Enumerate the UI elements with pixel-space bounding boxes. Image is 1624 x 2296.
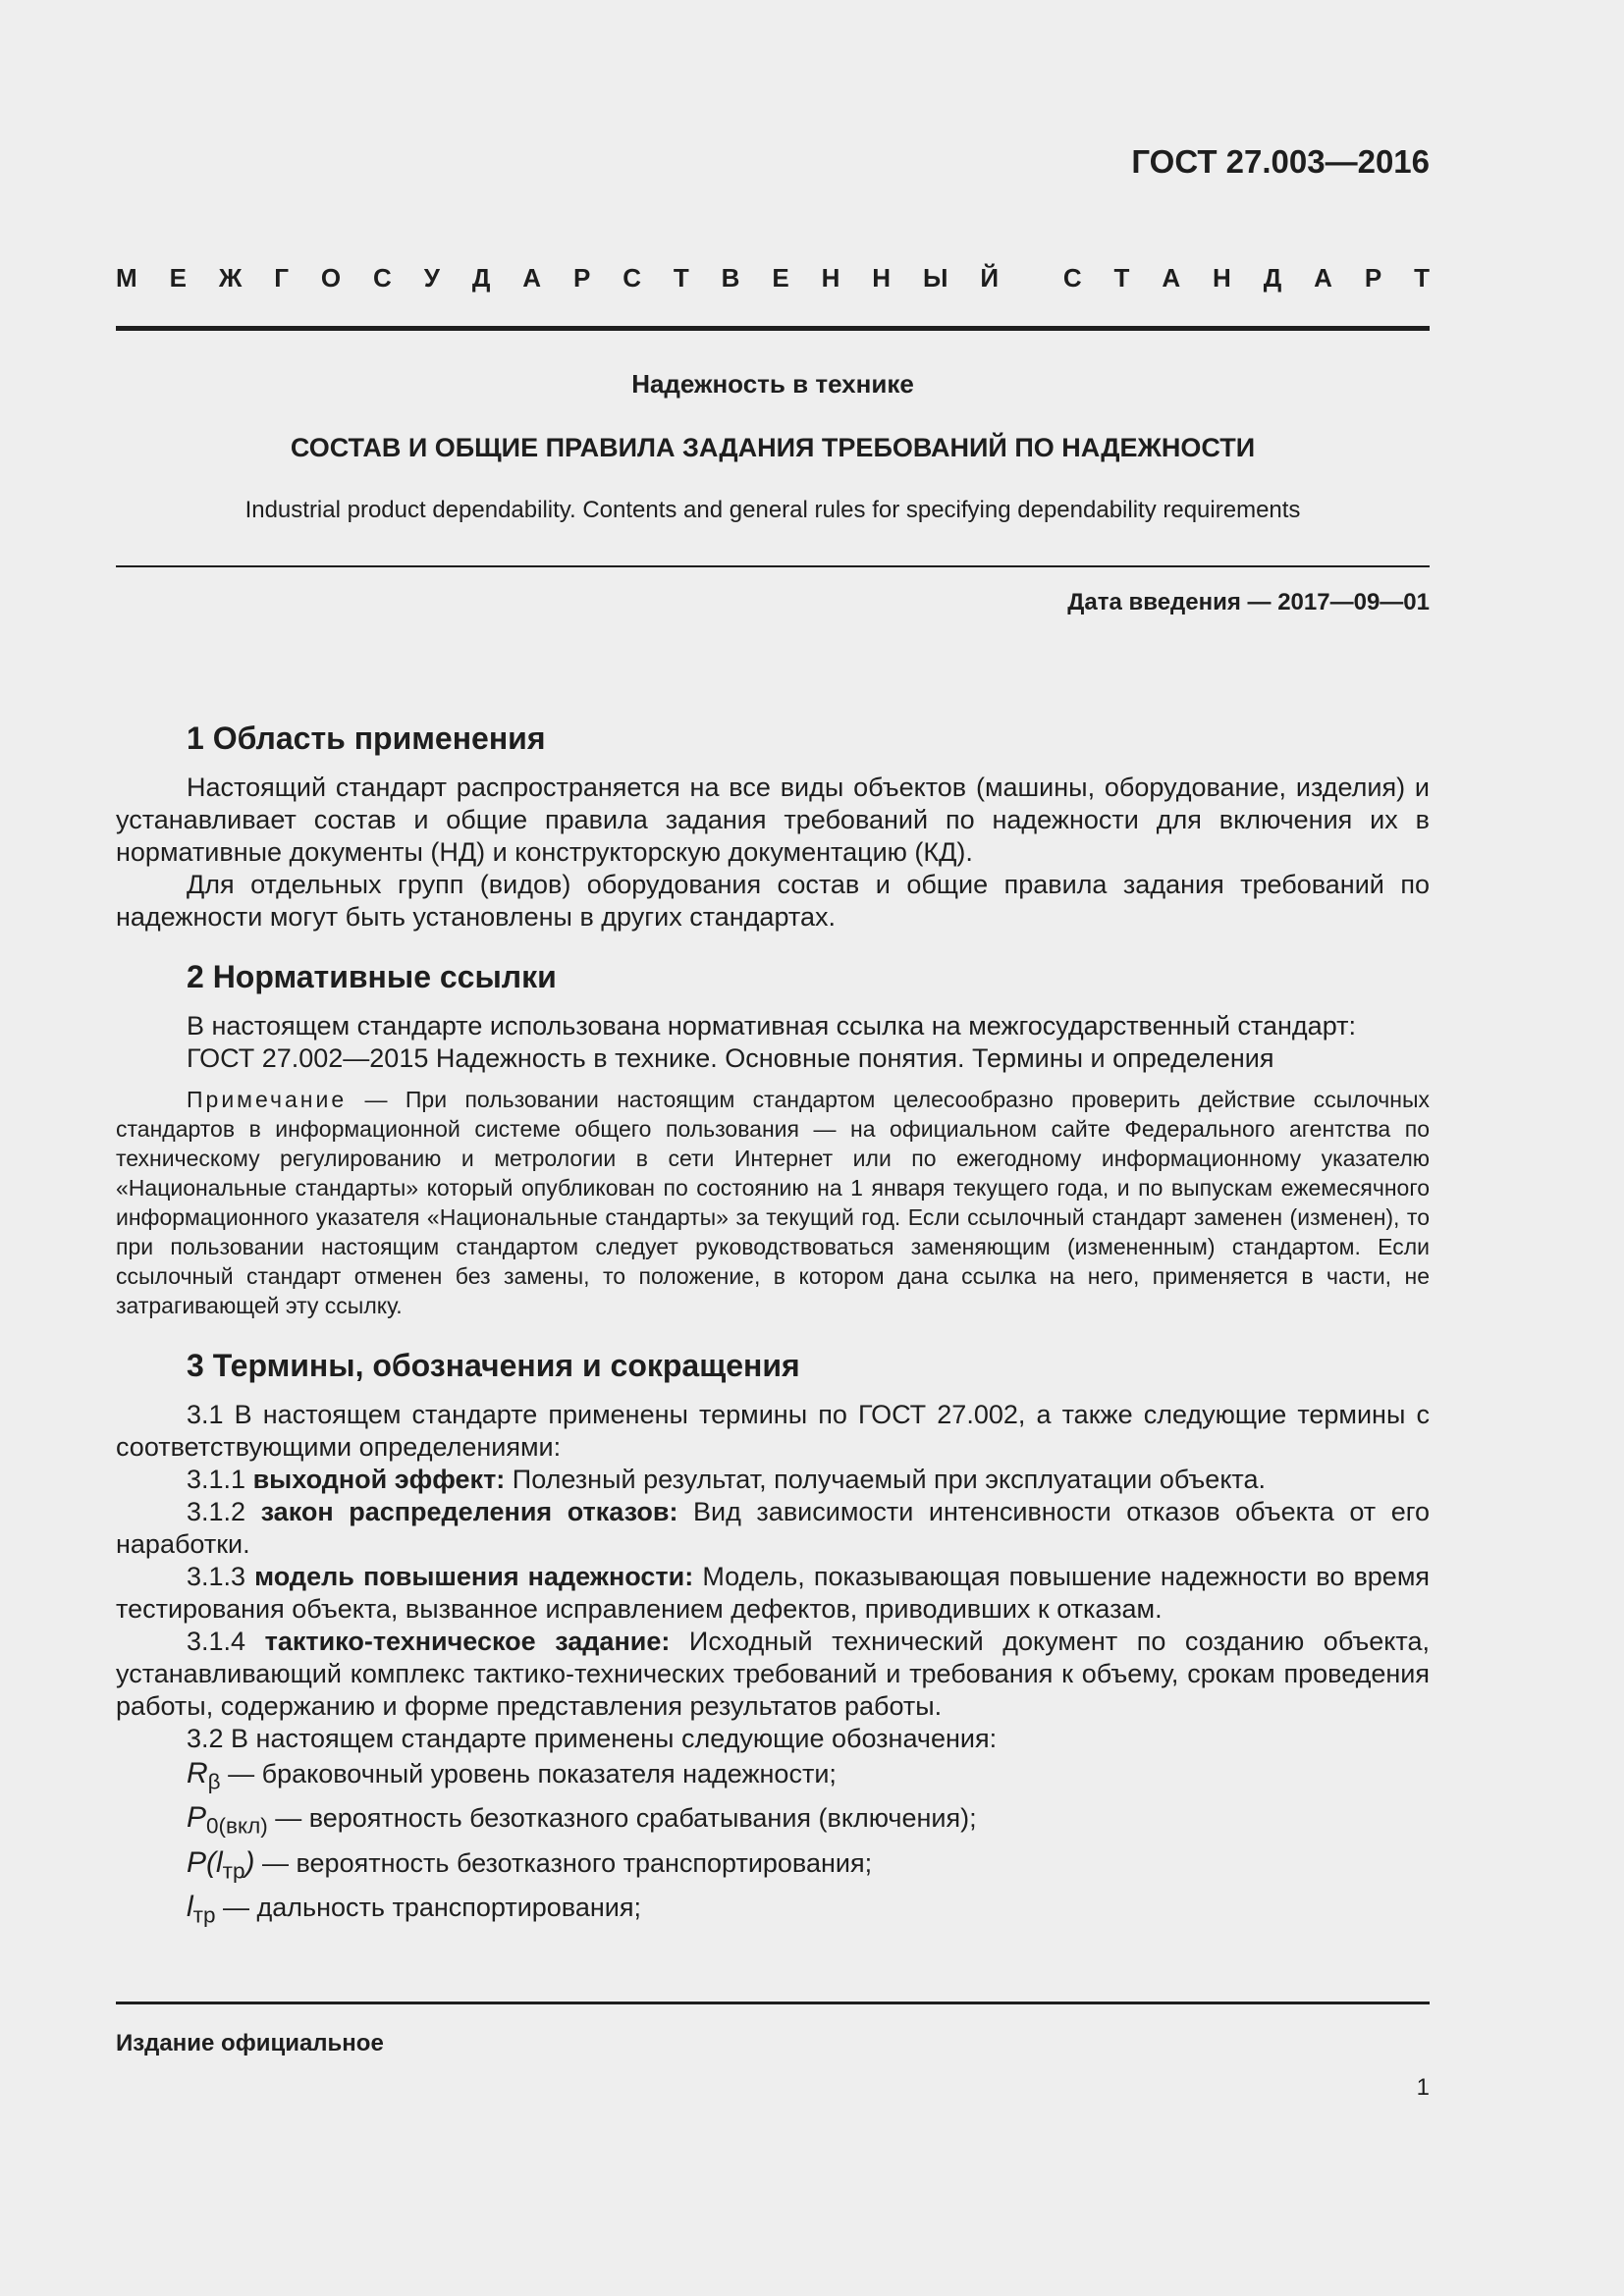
term-name: закон распределения отказов: bbox=[260, 1497, 678, 1526]
page-number: 1 bbox=[1416, 2074, 1430, 2101]
s1-paragraph-1: Настоящий стандарт распространяется на все виды объектов (машины, оборудование, изделия) и устанавливает состав и общие правила задания требований по надежности для включения их в нормативные документы (НД) и конструкторскую документацию (КД). bbox=[116, 773, 1430, 867]
symbol-p-ltr: $P(l_{тр})$ — вероятность безотказного транспортирования; bbox=[187, 1845, 873, 1884]
english-title: Industrial product dependability. Contents and general rules for specifying dependability requirements bbox=[244, 497, 1301, 523]
document-title: СОСТАВ И ОБЩИЕ ПРАВИЛА ЗАДАНИЯ ТРЕБОВАНИЙ ПО НАДЕЖНОСТИ bbox=[290, 433, 1256, 462]
s2-paragraph-1: В настоящем стандарте использована нормативная ссылка на межгосударственный стандарт: bbox=[187, 1011, 1356, 1041]
document-page bbox=[116, 0, 1430, 2296]
section-heading-2: 2 Нормативные ссылки bbox=[187, 959, 557, 994]
interstate-standard-banner: М Е Ж Г О С У Д А Р С Т В Е Н Н Ы Й С Т А Н Д А Р Т bbox=[116, 263, 1430, 293]
term-3-1-3: 3.1.3 модель повышения надежности: Модель, показывающая повышение надежности во время тестирования объекта, вызванное исправлением дефектов, приводивших к отказам. bbox=[116, 1562, 1431, 1624]
standard-code: ГОСТ 27.003—2016 bbox=[1131, 143, 1430, 180]
s1-paragraph-2: Для отдельных групп (видов) оборудования состав и общие правила задания требований по надежности могут быть установлены в других стандартах. bbox=[116, 870, 1430, 932]
section-heading-1: 1 Область применения bbox=[187, 721, 546, 756]
s2-note bbox=[116, 1085, 1430, 1320]
s2-reference: ГОСТ 27.002—2015 Надежность в технике. Основные понятия. Термины и определения bbox=[187, 1043, 1274, 1073]
note-text: — При пользовании настоящим стандартом целесообразно проверить действие ссылочных стандартов в информационной системе общего пользования — на официальном сайте Федерального агентства по техническому регулированию и метрологии в сети Интернет или по ежегодному информационному указателю «Национальные стандарты» который опубликован по состоянию на 1 января текущего года, и по выпускам ежемесячного информационного указателя «Национальные стандарты» за текущий год. Если ссылочный стандарт заменен (изменен), то при пользовании настоящим стандартом следует руководствоваться заменяющим (измененным) стандартом. Если ссылочный стандарт отменен без замены, то положение, в котором дана ссылка на него, применяется в части, не затрагивающей эту ссылку. bbox=[116, 1087, 1430, 1318]
official-edition-label: Издание официальное bbox=[116, 2030, 384, 2056]
top-divider bbox=[116, 326, 1430, 331]
document-subtitle: Надежность в технике bbox=[631, 369, 914, 399]
note-label: Примечание bbox=[187, 1087, 348, 1112]
s3-paragraph-3-2: 3.2 В настоящем стандарте применены следующие обозначения: bbox=[187, 1724, 998, 1753]
footer-divider bbox=[116, 2002, 1430, 2004]
document-body bbox=[116, 719, 1430, 1934]
term-name: тактико-техническое задание: bbox=[264, 1627, 671, 1656]
term-name: выходной эффект: bbox=[252, 1465, 506, 1494]
symbol-r-beta: $R_\beta$ — браковочный уровень показателя надежности; bbox=[187, 1757, 837, 1794]
term-3-1-4: 3.1.4 тактико-техническое задание: Исходный технический документ по созданию объекта, устанавливающий комплекс тактико-технических требований и требования к объему, срокам проведения работы, содержанию и форме представления результатов работы. bbox=[116, 1627, 1430, 1721]
s3-paragraph-3-1: 3.1 В настоящем стандарте применены термины по ГОСТ 27.002, а также следующие термины с соответствующими определениями: bbox=[116, 1400, 1430, 1462]
effective-date: Дата введения — 2017—09—01 bbox=[1067, 589, 1430, 615]
term-3-1-2: 3.1.2 закон распределения отказов: Вид зависимости интенсивности отказов объекта от его наработки. bbox=[116, 1497, 1430, 1559]
term-3-1-1: 3.1.1 выходной эффект: Полезный результат, получаемый при эксплуатации объекта. bbox=[187, 1465, 1267, 1494]
title-divider bbox=[116, 565, 1430, 567]
symbol-ltr: $l_{тр}$ — дальность транспортирования; bbox=[187, 1891, 641, 1928]
symbol-p0: $P_{0(вкл)}$ — вероятность безотказного срабатывания (включения); bbox=[187, 1801, 977, 1839]
section-heading-3: 3 Термины, обозначения и сокращения bbox=[187, 1348, 800, 1383]
term-name: модель повышения надежности: bbox=[254, 1562, 694, 1591]
